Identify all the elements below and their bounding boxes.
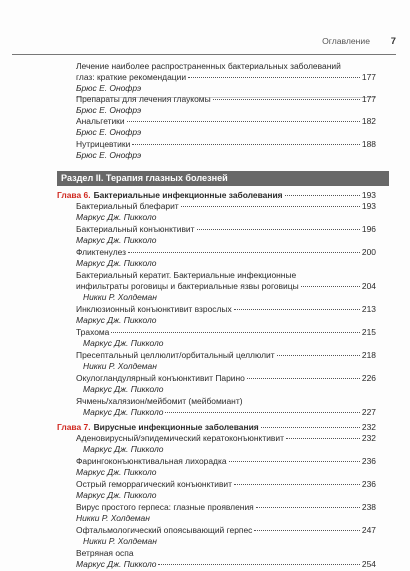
chapter-label: Глава 7. xyxy=(57,422,91,432)
toc-entry-line[interactable] xyxy=(76,559,376,570)
dot-leader xyxy=(128,251,360,253)
toc-page-number: 188 xyxy=(361,139,376,149)
toc-author: Брюс Е. Онофрэ xyxy=(76,150,142,160)
toc-page-number: 213 xyxy=(361,304,376,314)
toc-entry-title: Окулогландулярный конъюнктивит Парино xyxy=(76,373,245,383)
dot-leader xyxy=(277,354,360,356)
toc-entry-line[interactable] xyxy=(76,270,376,281)
page-number: 7 xyxy=(390,35,396,46)
toc-entry-title: Фарингоконъюнктивальная лихорадка xyxy=(76,456,227,466)
toc-entry-line[interactable] xyxy=(83,407,376,418)
dot-leader xyxy=(132,143,360,145)
dot-leader xyxy=(256,506,360,508)
dot-leader xyxy=(181,205,360,207)
toc-entry-title: Анальгетики xyxy=(76,116,125,126)
dot-leader xyxy=(188,76,360,78)
toc-page-number: 236 xyxy=(361,456,376,466)
dot-leader xyxy=(285,194,360,196)
toc-entry-line[interactable] xyxy=(76,456,376,467)
toc-entry-line[interactable] xyxy=(76,548,376,559)
dot-leader xyxy=(234,483,360,485)
toc-entry-line[interactable] xyxy=(76,201,376,212)
toc-entry-title: Лечение наиболее распространенных бактериальных заболеваний xyxy=(76,61,341,71)
toc-entry-line[interactable] xyxy=(76,247,376,258)
toc-author: Маркус Дж. Пикколо xyxy=(83,338,164,348)
toc-page-number: 247 xyxy=(361,525,376,535)
toc-author: Маркус Дж. Пикколо xyxy=(76,467,157,477)
section-banner: Раздел II. Терапия глазных болезней xyxy=(57,171,389,186)
dot-leader xyxy=(197,228,360,230)
dot-leader xyxy=(254,529,360,531)
toc-author: Брюс Е. Онофрэ xyxy=(76,127,142,137)
toc-entry-title: Вирус простого герпеса: глазные проявления xyxy=(76,502,254,512)
toc-entry-title: Фликтенулез xyxy=(76,247,127,257)
toc-entry-title: Бактериальный кератит. Бактериальные инфекционные xyxy=(76,270,297,280)
toc-page-number: 204 xyxy=(361,281,376,291)
toc-entry-line[interactable] xyxy=(76,94,376,105)
toc-page-number: 238 xyxy=(361,502,376,512)
toc-entry-title: Препараты для лечения глаукомы xyxy=(76,94,211,104)
toc-entry-line[interactable] xyxy=(76,479,376,490)
toc-entry-line[interactable] xyxy=(76,433,376,444)
dot-leader xyxy=(127,120,360,122)
dot-leader xyxy=(229,460,360,462)
toc-page-number: 232 xyxy=(361,422,376,432)
header-rule xyxy=(12,54,396,55)
toc-entry-line[interactable] xyxy=(76,525,376,536)
toc-entry-line[interactable] xyxy=(76,396,376,407)
chapter-title: Вирусные инфекционные заболевания xyxy=(93,422,259,432)
toc-entry-title: глаз: краткие рекомендации xyxy=(76,72,187,82)
toc-entry-title: Бактериальный конъюнктивит xyxy=(76,224,195,234)
toc-entry-title: Бактериальный блефарит xyxy=(76,201,179,211)
toc-author: Маркус Дж. Пикколо xyxy=(76,315,157,325)
toc-page-number: 236 xyxy=(361,479,376,489)
toc-entry-line[interactable] xyxy=(76,304,376,315)
toc-entry-line[interactable] xyxy=(76,502,376,513)
toc-author: Брюс Е. Онофрэ xyxy=(76,105,142,115)
toc-page-number: 254 xyxy=(361,559,376,569)
toc-entry-title: Офтальмологический опоясывающий герпес xyxy=(76,525,253,535)
toc-entry-line[interactable] xyxy=(76,373,376,384)
toc-entry-title: Острый геморрагический конъюнктивит xyxy=(76,479,232,489)
toc-entry-line[interactable] xyxy=(76,61,376,72)
toc-entry-title: Пресептальный целлюлит/орбитальный целлюлит xyxy=(76,350,275,360)
toc-entry-line[interactable] xyxy=(76,72,376,83)
chapter-label: Глава 6. xyxy=(57,190,91,200)
toc-page-number: 215 xyxy=(361,327,376,337)
toc-entry-line[interactable] xyxy=(76,116,376,127)
toc-entry-title: инфильтраты роговицы и бактериальные язвы роговицы xyxy=(76,281,299,291)
dot-leader xyxy=(261,426,360,428)
dot-leader xyxy=(111,331,360,333)
header-title: Оглавление xyxy=(322,36,370,46)
toc-entry-title: Ячмень/халязион/мейбомит (мейбомиант) xyxy=(76,396,243,406)
toc-page-number: 177 xyxy=(361,94,376,104)
toc-entry-title: Инклюзионный конъюнктивит взрослых xyxy=(76,304,232,314)
toc-page-number: 193 xyxy=(361,201,376,211)
toc-author: Маркус Дж. Пикколо xyxy=(76,212,157,222)
toc-entry-line[interactable] xyxy=(76,281,376,292)
chapter-title: Бактериальные инфекционные заболевания xyxy=(93,190,283,200)
toc-page-number: 193 xyxy=(361,190,376,200)
toc-entry-line[interactable] xyxy=(76,224,376,235)
chapter-heading[interactable] xyxy=(57,190,376,201)
toc-entry-title: Ветряная оспа xyxy=(76,548,134,558)
toc-page-number: 182 xyxy=(361,116,376,126)
toc-entry-line[interactable] xyxy=(76,139,376,150)
toc-entry-title: Аденовирусный/эпидемический кератоконъюнктивит xyxy=(76,433,284,443)
toc-author: Маркус Дж. Пикколо xyxy=(83,444,164,454)
toc-author: Маркус Дж. Пикколо xyxy=(83,407,164,417)
toc-page-number: 196 xyxy=(361,224,376,234)
chapter-heading[interactable] xyxy=(57,422,376,433)
toc-page-number: 232 xyxy=(361,433,376,443)
dot-leader xyxy=(247,377,360,379)
dot-leader xyxy=(213,98,360,100)
toc-author: Никки Р. Холдеман xyxy=(83,292,157,302)
toc-page-number: 226 xyxy=(361,373,376,383)
dot-leader xyxy=(286,437,360,439)
toc-author: Маркус Дж. Пикколо xyxy=(76,559,157,569)
toc-author: Брюс Е. Онофрэ xyxy=(76,83,142,93)
toc-author: Никки Р. Холдеман xyxy=(76,513,150,523)
toc-page-number: 218 xyxy=(361,350,376,360)
toc-page-number: 200 xyxy=(361,247,376,257)
toc-entry-title: Трахома xyxy=(76,327,110,337)
dot-leader xyxy=(165,411,359,413)
toc-entry-line[interactable] xyxy=(76,350,376,361)
toc-author: Маркус Дж. Пикколо xyxy=(76,490,157,500)
page-header xyxy=(12,36,396,49)
dot-leader xyxy=(234,308,360,310)
toc-page-number: 177 xyxy=(361,72,376,82)
toc-entry-title: Нутрицевтики xyxy=(76,139,131,149)
dot-leader xyxy=(301,285,360,287)
toc-author: Маркус Дж. Пикколо xyxy=(83,384,164,394)
toc-entry-line[interactable] xyxy=(76,327,376,338)
toc-author: Никки Р. Холдеман xyxy=(83,536,157,546)
dot-leader xyxy=(158,563,359,565)
toc-author: Никки Р. Холдеман xyxy=(83,361,157,371)
toc-author: Маркус Дж. Пикколо xyxy=(76,258,157,268)
toc-page-number: 227 xyxy=(361,407,376,417)
toc-author: Маркус Дж. Пикколо xyxy=(76,235,157,245)
